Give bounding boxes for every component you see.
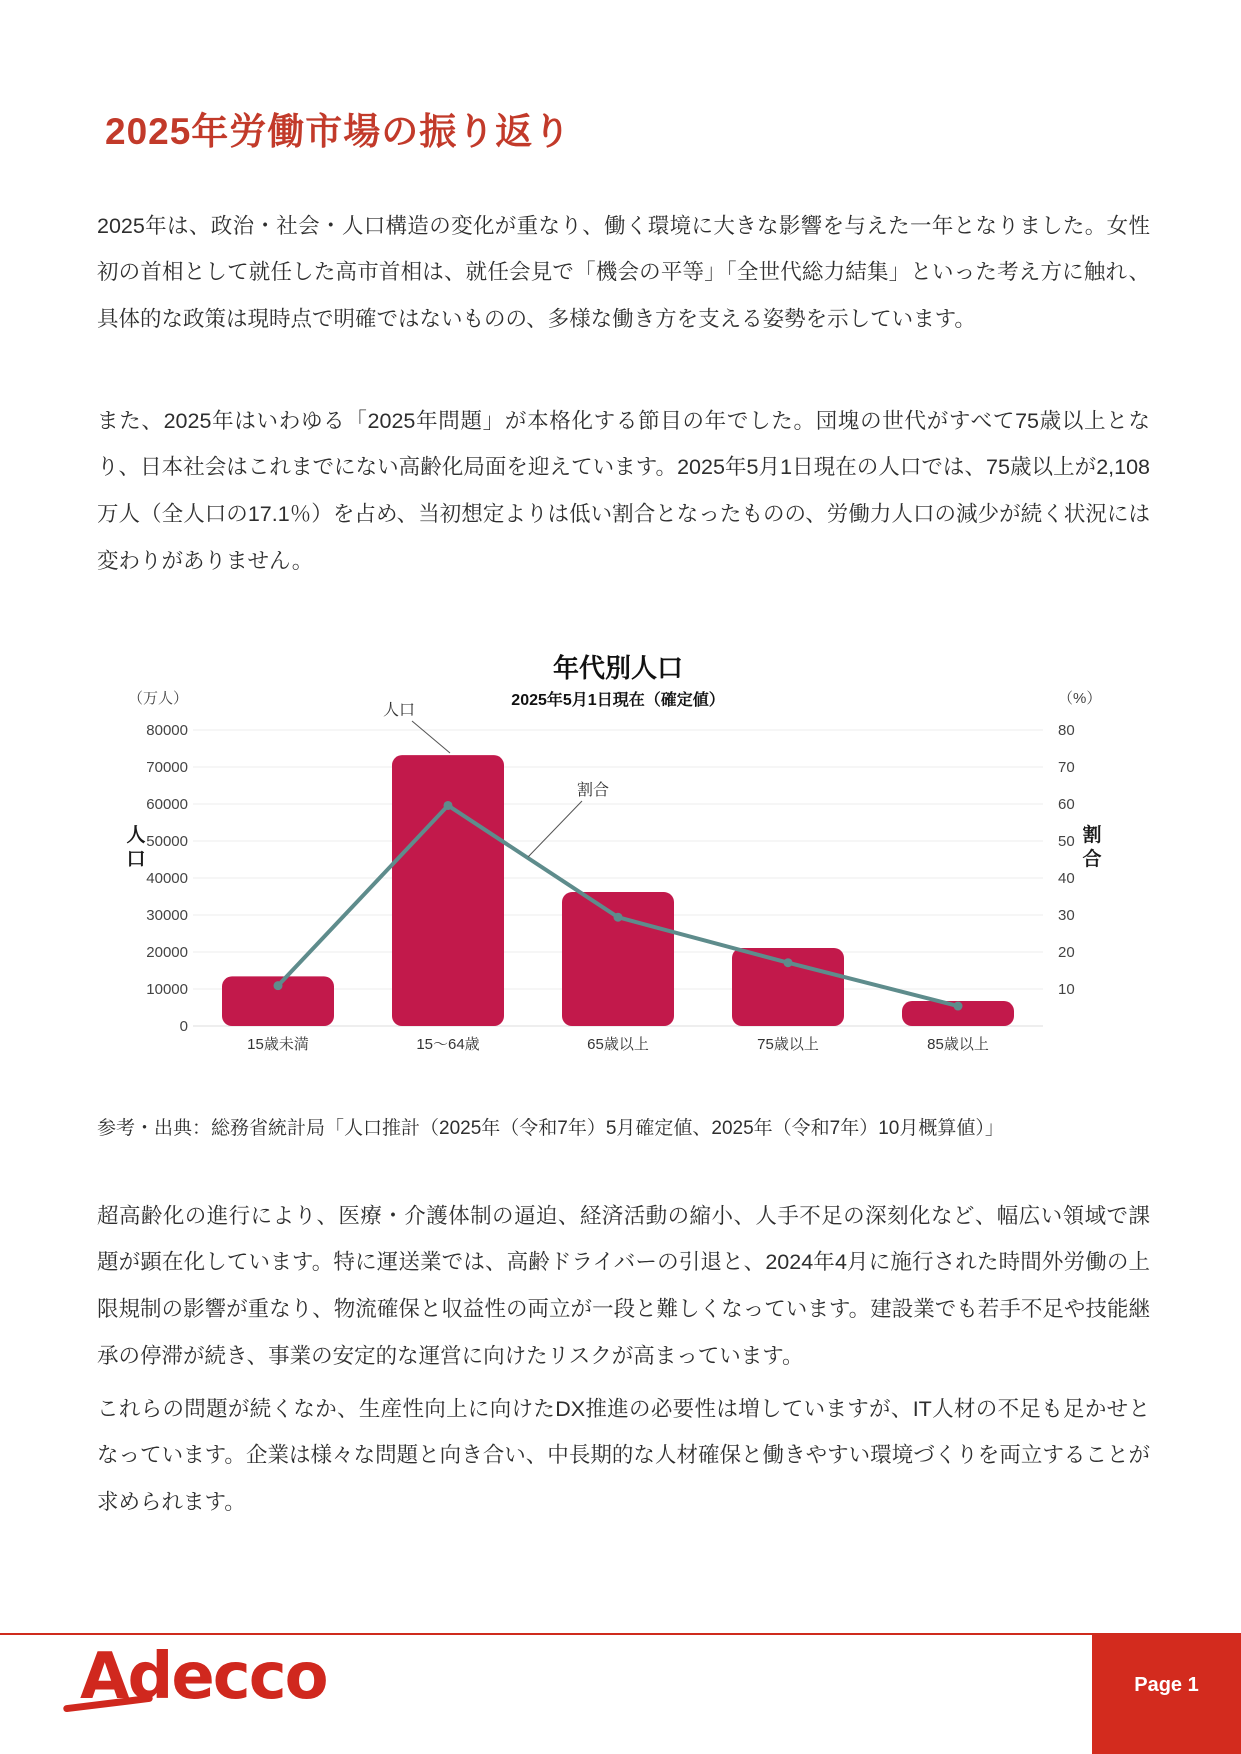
right-axis-title: 割	[1082, 825, 1102, 846]
left-axis-tick: 60000	[146, 796, 188, 813]
ratio-line-marker	[614, 913, 623, 922]
right-axis-tick: 70	[1058, 759, 1075, 776]
left-axis-unit: （万人）	[127, 690, 188, 707]
population-bar	[392, 755, 504, 1026]
left-axis-tick: 40000	[146, 870, 188, 887]
right-axis-tick: 30	[1058, 907, 1075, 924]
left-axis-tick: 20000	[146, 944, 188, 961]
right-axis-unit: （%）	[1058, 690, 1102, 707]
adecco-logo: Adecco	[80, 1640, 327, 1714]
right-axis-tick: 20	[1058, 944, 1075, 961]
paragraph-4: これらの問題が続くなか、生産性向上に向けたDX推進の必要性は増していますが、IT人材の不足も足かせとなっています。企業は様々な問題と向き合い、中長期的な人材確保と働きやすい環境づくりを両立することが求められます。	[97, 1396, 1150, 1515]
population-chart-svg	[120, 645, 1130, 1065]
left-axis-tick: 30000	[146, 907, 188, 924]
ratio-line-marker	[274, 981, 283, 990]
right-axis-tick: 10	[1058, 981, 1075, 998]
x-axis-category: 15〜64歳	[416, 1036, 480, 1053]
paragraph-1: 2025年は、政治・社会・人口構造の変化が重なり、働く環境に大きな影響を与えた一年となりました。女性初の首相として就任した高市首相は、就任会見で「機会の平等」「全世代総力結集」といった考え方に触れ、具体的な政策は現時点で明確ではないものの、多様な働き方を支える姿勢を示しています。	[97, 213, 1150, 332]
left-axis-tick: 10000	[146, 981, 188, 998]
source-citation: 参考・出典：総務省統計局「人口推計（2025年（令和7年）5月確定値、2025年（令和7年）10月概算値）」	[97, 1118, 1004, 1139]
left-axis-tick: 80000	[146, 722, 188, 739]
x-axis-category: 85歳以上	[927, 1036, 989, 1053]
left-axis-title: 口	[126, 849, 146, 870]
page-number-label: Page 1	[1134, 1674, 1199, 1696]
x-axis-category: 15歳未満	[247, 1036, 309, 1053]
annotation-leader	[412, 721, 450, 753]
paragraph-3: 超高齢化の進行により、医療・介護体制の逼迫、経済活動の縮小、人手不足の深刻化など、幅広い領域で課題が顕在化しています。特に運送業では、高齢ドライバーの引退と、2024年4月に施行された時間外労働の上限規制の影響が重なり、物流確保と収益性の両立が一段と難しくなっています。建設業でも若手不足や技能継承の停滞が続き、事業の安定的な運営に向けたリスクが高まっています。	[97, 1203, 1150, 1369]
x-axis-category: 75歳以上	[757, 1036, 819, 1053]
population-chart	[120, 645, 1130, 1065]
ratio-line-marker	[954, 1002, 963, 1011]
left-axis-title: 人	[126, 825, 146, 846]
left-axis-tick: 0	[179, 1018, 188, 1035]
right-axis-tick: 60	[1058, 796, 1075, 813]
paragraph-2: また、2025年はいわゆる「2025年問題」が本格化する節目の年でした。団塊の世代がすべて75歳以上となり、日本社会はこれまでにない高齢化局面を迎えています。2025年5月1日現在の人口では、75歳以上が2,108万人（全人口の17.1％）を占め、当初想定よりは低い割合となったものの、労働力人口の減少が続く状況には変わりがありません。	[97, 408, 1150, 574]
chart-title: 年代別人口	[552, 653, 684, 683]
page-number-badge	[1092, 1635, 1241, 1754]
ratio-line-marker	[784, 958, 793, 967]
right-axis-tick: 50	[1058, 833, 1075, 850]
annotation-leader	[528, 801, 582, 857]
right-axis-tick: 80	[1058, 722, 1075, 739]
line-series-annotation: 割合	[577, 782, 610, 799]
right-axis-title: 合	[1082, 849, 1102, 870]
population-bar	[562, 892, 674, 1026]
ratio-line-marker	[444, 801, 453, 810]
left-axis-tick: 70000	[146, 759, 188, 776]
bar-series-annotation: 人口	[383, 702, 416, 719]
x-axis-category: 65歳以上	[587, 1036, 649, 1053]
page-title: 2025年労働市場の振り返り	[105, 110, 572, 152]
right-axis-tick: 40	[1058, 870, 1075, 887]
chart-subtitle: 2025年5月1日現在（確定値）	[511, 692, 725, 709]
left-axis-tick: 50000	[146, 833, 188, 850]
footer-divider	[0, 1633, 1241, 1635]
